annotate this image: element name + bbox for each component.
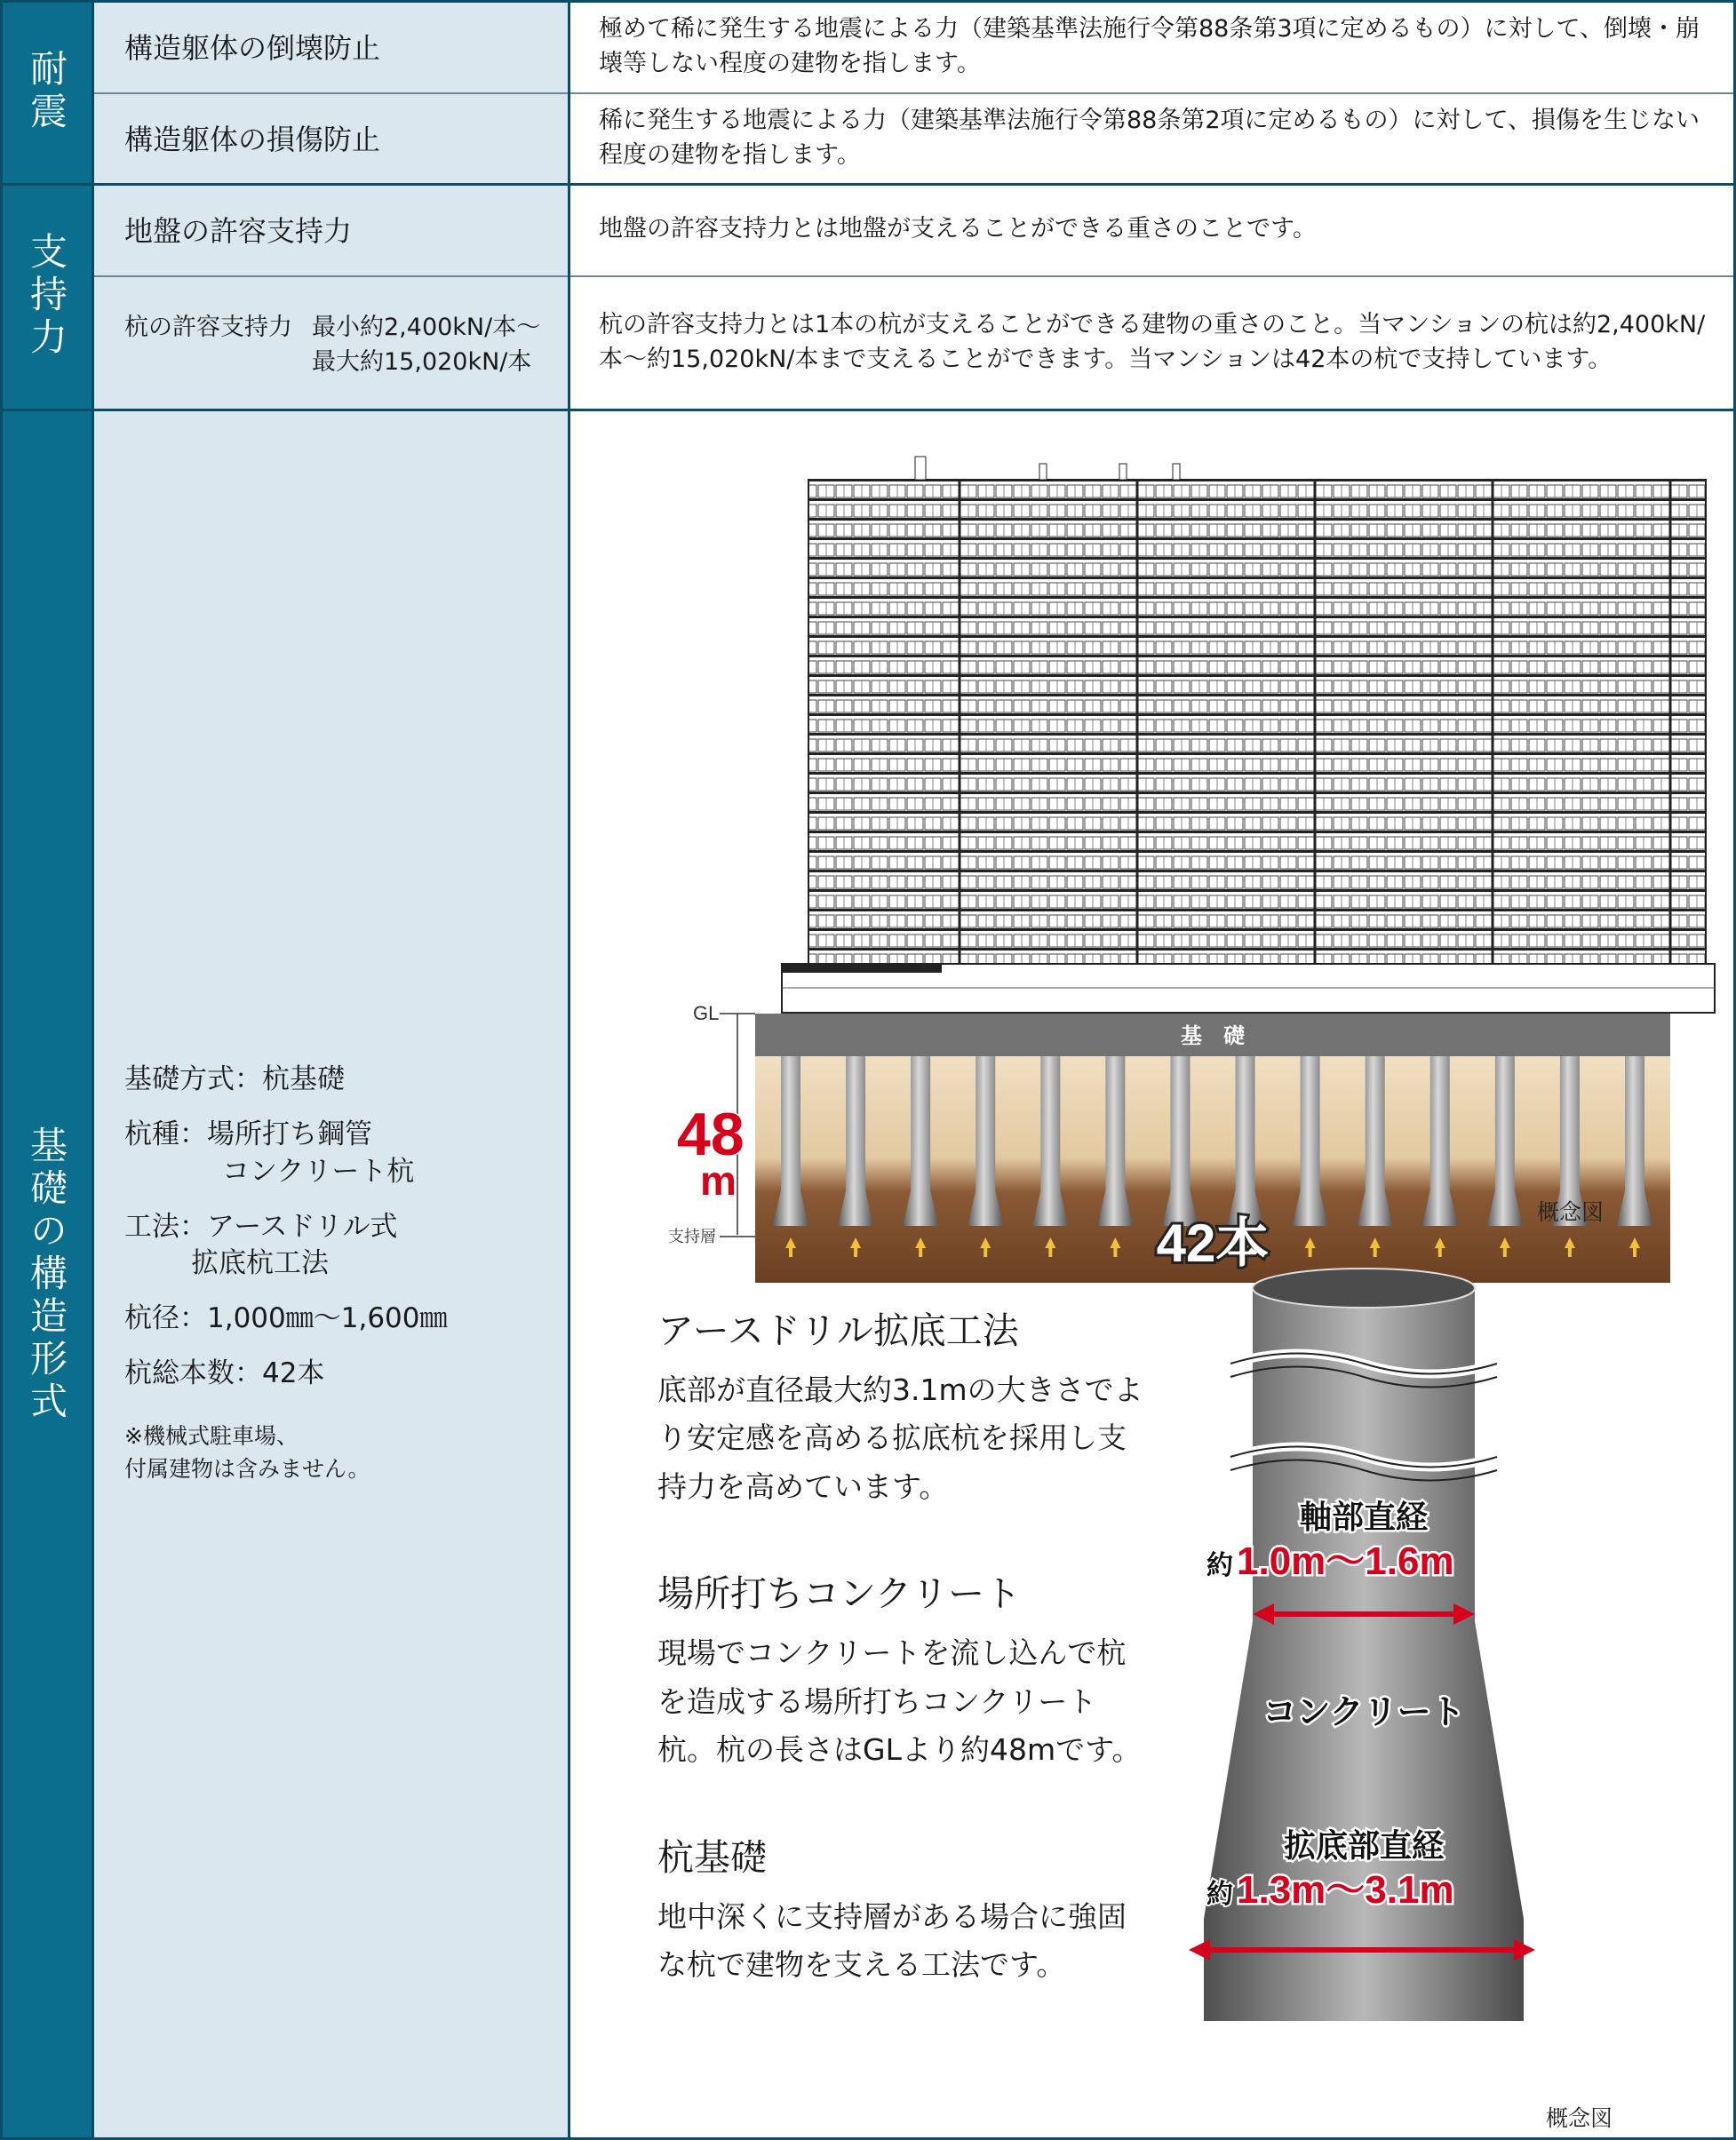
foundation-visual-panel: [569, 409, 1736, 2140]
grid-line: [92, 275, 1736, 277]
foundation-spec: [92, 409, 569, 2140]
shaft-diameter-value: 1.0m～1.6m: [1237, 1539, 1454, 1583]
pile-count-label: 42本: [1156, 1213, 1270, 1273]
grid-line: [0, 183, 1736, 186]
text-body-2: 現場でコンクリートを流し込んで杭を造成する場所打ちコンクリート杭。杭の長さはGLより約48mです。: [657, 1635, 1142, 1768]
spec-note-1: ※機械式駐車場、: [124, 1422, 299, 1449]
item-damage-prevention: [92, 92, 569, 183]
pile-capacity-text: 杭の許容支持力とは1本の杭が支えることができる建物の重さのこと。当マンションの杭は約2,400kN/本～約15,020kN/本まで支えることができます。当マンションは42本の杭で支持しています。: [599, 310, 1706, 373]
text-body-3: 地中深くに支持層がある場合に強固な杭で建物を支える工法です。: [657, 1898, 1127, 1983]
pile-top: [1253, 1269, 1475, 1308]
spec-count: 杭総本数：42本: [124, 1357, 325, 1390]
item-ground-capacity: [92, 183, 569, 275]
grid-line: [568, 0, 570, 2140]
text-body-1: 底部が直径最大約3.1mの大きさでより安定感を高める拡底杭を採用し支持力を高めています。: [657, 1372, 1143, 1504]
spec-pile-type: [124, 1117, 551, 1191]
spec-note-2: 付属建物は含みません。: [124, 1456, 370, 1483]
base-diameter-prefix: 約: [1206, 1880, 1233, 1909]
category-foundation-label: 基礎の構造形式: [25, 1125, 68, 1424]
pile-capacity-min: 最小約2,400kN/本～: [312, 314, 541, 341]
item-ground-capacity-label: 地盤の許容支持力: [124, 214, 353, 248]
pile-capacity-range: [312, 307, 540, 377]
item-pile-capacity: [92, 275, 569, 409]
spec-pile-type-2: コンクリート杭: [222, 1155, 415, 1188]
gl-label: GL: [693, 1002, 720, 1024]
foundation-label: 基 礎: [1181, 1024, 1245, 1048]
item-collapse-prevention-label: 構造躯体の倒壊防止: [124, 31, 381, 65]
item-collapse-prevention: [92, 0, 569, 92]
depth-unit: m: [700, 1158, 737, 1204]
text-title-2: 場所打ちコンクリート: [657, 1572, 1022, 1616]
concrete-label: コンクリート: [1262, 1694, 1465, 1731]
shaft-diameter-prefix: 約: [1206, 1551, 1233, 1580]
explanation-texts: [657, 1301, 1155, 2043]
building-tower: [808, 480, 1706, 964]
item-collapse-prevention-desc: [569, 0, 1736, 92]
spec-pile-type-1: 杭種：場所打ち鋼管: [124, 1118, 372, 1150]
grid-line: [0, 409, 1736, 411]
base-diameter-title: 拡底部直経: [1283, 1827, 1445, 1864]
pile-section-diagram: [1182, 1261, 1537, 2043]
grid-line: [0, 0, 1736, 3]
grid-line: [92, 0, 94, 2140]
category-seismic-label: 耐震: [25, 49, 68, 134]
ground-capacity-text: 地盤の許容支持力とは地盤が支えることができる重さのことです。: [599, 215, 1317, 243]
collapse-prevention-text: 極めて稀に発生する地震による力（建築基準法施行令第88条第3項に定めるもの）に対して、倒壊・崩壊等しない程度の建物を指します。: [599, 14, 1700, 77]
item-damage-prevention-label: 構造躯体の損傷防止: [124, 123, 381, 156]
damage-prevention-text: 稀に発生する地震による力（建築基準法施行令第88条第2項に定めるもの）に対して、損傷を生じない程度の建物を指します。: [599, 106, 1700, 169]
text-title-1: アースドリル拡底工法: [657, 1309, 1019, 1352]
spec-construction-1: 工法：アースドリル式: [124, 1210, 398, 1243]
building-elevation: [782, 457, 1715, 1013]
category-support: [0, 183, 92, 409]
spec-construction: [124, 1209, 551, 1284]
diagram2-caption: 概念図: [1546, 2105, 1613, 2131]
foundation-spec-list: [124, 1062, 551, 1504]
support-layer-label: 支持層: [668, 1228, 716, 1245]
base-diameter-value: 1.3m～3.1m: [1237, 1868, 1454, 1912]
category-support-label: 支持力: [25, 232, 68, 360]
item-damage-prevention-desc: [569, 92, 1736, 183]
pile-capacity-max: 最大約15,020kN/本: [312, 348, 532, 376]
item-ground-capacity-desc: [569, 183, 1736, 275]
spec-diameter: 杭径：1,000㎜～1,600㎜: [124, 1302, 448, 1335]
grid-line: [0, 0, 3, 2140]
spec-method: 基礎方式：杭基礎: [124, 1063, 345, 1095]
spec-construction-2: 拡底杭工法: [191, 1247, 329, 1280]
depth-number: 48: [677, 1101, 745, 1168]
item-pile-capacity-label: 杭の許容支持力: [124, 314, 292, 341]
text-title-3: 杭基礎: [657, 1835, 767, 1879]
category-seismic: [0, 0, 92, 183]
diagram1-caption: 概念図: [1537, 1199, 1605, 1225]
grid-line: [92, 92, 1736, 94]
shaft-diameter-title: 軸部直経: [1299, 1499, 1429, 1535]
item-pile-capacity-desc: [569, 275, 1736, 409]
category-foundation: [0, 409, 92, 2140]
spec-note: [124, 1420, 551, 1486]
